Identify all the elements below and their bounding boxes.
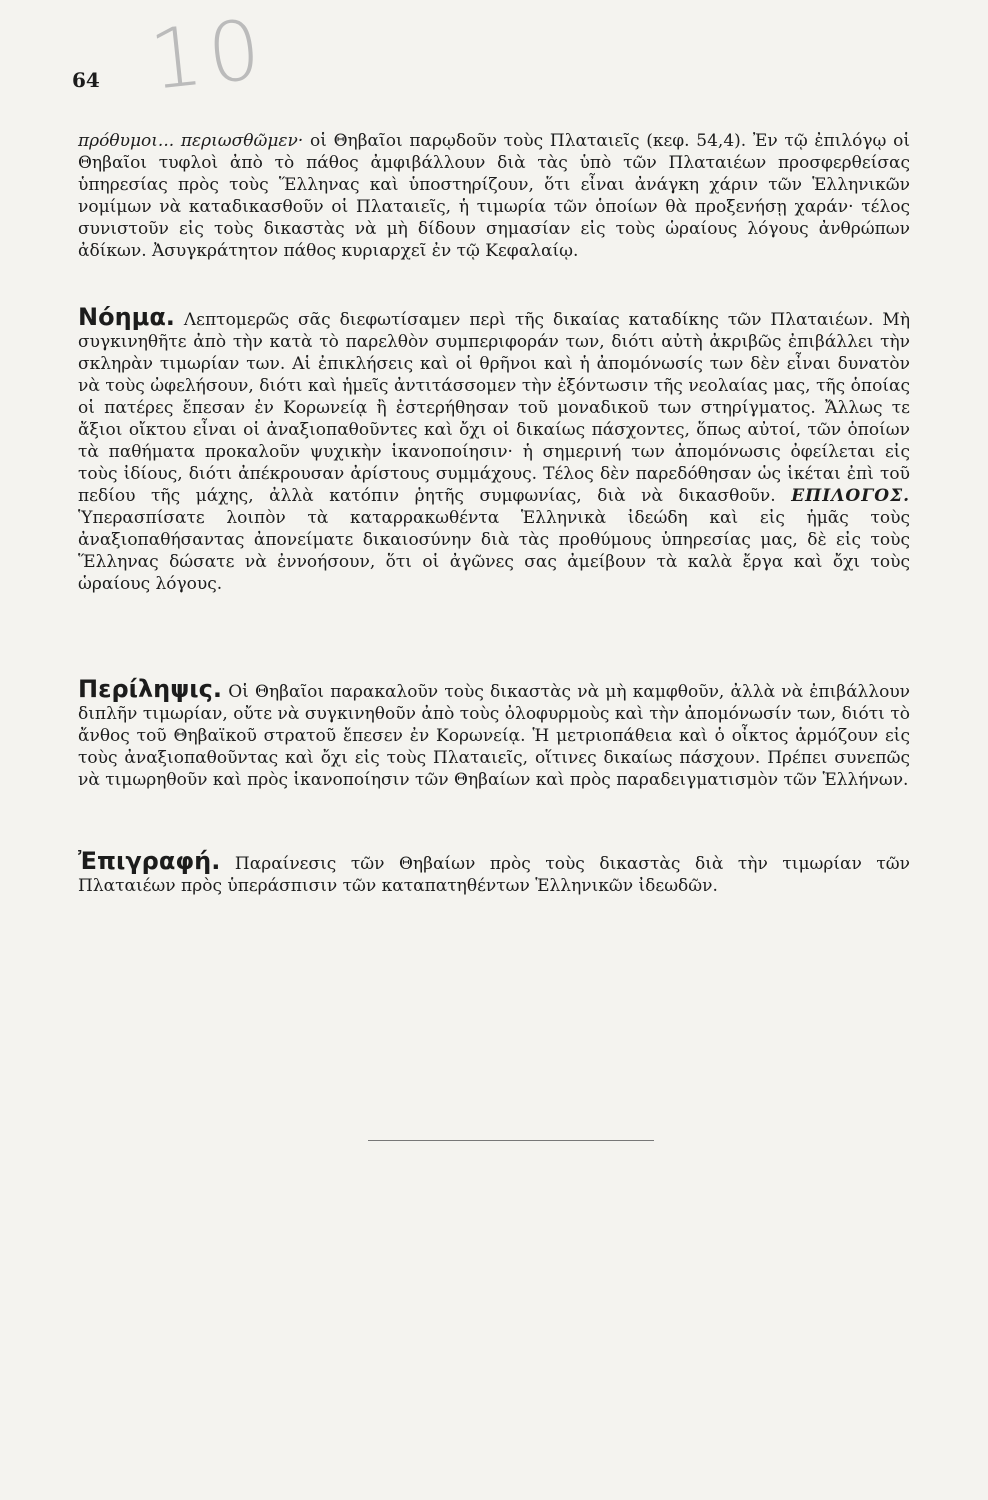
noima-body-1: Λεπτομερῶς σᾶς διεφωτίσαμεν περὶ τῆς δικαίας καταδίκης τῶν Πλαταιέων. Μὴ συγκινηθῆτε ἀπὸ τὴν κατὰ τὸ παρελθὸν συμπεριφοράν των, διότι αὐτὴ ἀκριβῶς ἐπιβάλλει τὴν σκληρὰν τιμωρίαν των. Αἱ ἐπικλήσεις καὶ οἱ θρῆνοι καὶ ἡ ἀπομόνωσίς των δὲν εἶναι δυνατὸν νὰ τοὺς ὠφελήσουν, διότι καὶ ἡμεῖς ἀντιτάσσομεν τὴν ἐξόντωσιν τῆς νεολαίας μας, τῆς ὁποίας οἱ πατέρες ἔπεσαν ἐν Κορωνείᾳ ἢ ἐστερήθησαν τοῦ μοναδικοῦ των στηρίγματος. Ἄλλως τε ἄξιοι οἴκτου εἶναι οἱ ἀναξιοπαθοῦντες καὶ ὄχι οἱ δικαίως πάσχοντες, ὅπως αὐτοί, τῶν ὁποίων τὰ παθήματα προκαλοῦν ψυχικὴν ἱκανοποίησιν· ἡ σημερινή των ἀπομόνωσις ὀφείλεται εἰς τοὺς ἰδίους, διότι ἀπέκρουσαν ἀρίστους συμμάχους. Τέλος δὲν παρεδόθησαν ὡς ἱκέται ἐπὶ τοῦ πεδίου τῆς μάχης, ἀλλὰ κατόπιν ῥητῆς συμφωνίας, διὰ νὰ δικασθοῦν. [78,310,911,506]
lemma-commentary: οἱ Θηβαῖοι παρῳδοῦν τοὺς Πλαταιεῖς (κεφ. 54,4). Ἐν τῷ ἐπιλόγῳ οἱ Θηβαῖοι τυφλοὶ ἀπὸ τὸ πάθος ἀμφιβάλλουν διὰ τὰς ὑπὸ τῶν Πλαταιέων προσφερθείσας ὑπηρεσίας πρὸς τοὺς Ἕλληνας καὶ ὑποστηρίζουν, ὅτι εἶναι ἀνάγκη χάριν τῶν Ἑλληνικῶν νομίμων νὰ καταδικασθοῦν οἱ Πλαταιεῖς, ἡ τιμωρία τῶν ὁποίων θὰ προξενήσῃ χαράν· τέλος συνιστοῦν εἰς τοὺς δικαστὰς νὰ μὴ δίδουν σημασίαν εἰς τοὺς ὡραίους λόγους ἀνθρώπων ἀδίκων. Ἀσυγκράτητον πάθος κυριαρχεῖ ἐν τῷ Κεφαλαίῳ. [78,131,911,261]
commentary-text [78,130,910,262]
perilipsis-section [78,675,911,791]
epigrafi-text [78,847,910,897]
epilogos-label: ΕΠΙΛΟΓΟΣ. [791,486,911,506]
noima-section [78,303,911,595]
epigrafi-body: Παραίνεσις τῶν Θηβαίων πρὸς τοὺς δικαστὰς διὰ τὴν τιμωρίαν τῶν Πλαταιέων πρὸς ὑπεράσπισιν τῶν καταπατηθέντων Ἑλληνικῶν ἰδεωδῶν. [78,854,910,896]
perilipsis-text [78,675,911,791]
noima-body-2: Ὑπερασπίσατε λοιπὸν τὰ καταρρακωθέντα Ἑλληνικὰ ἰδεώδη καὶ εἰς ἡμᾶς τοὺς ἀναξιοπαθήσαντας ἀπονείματε δικαιοσύνην διὰ τὰς προθύμους ὑπηρεσίας μας, δὲ εἰς τοὺς Ἕλληνας δώσατε νὰ ἐννοήσουν, ὅτι οἱ ἀγῶνες σας ἀμείβουν τὰ καλὰ ἔργα καὶ ὄχι τοὺς ὡραίους λόγους. [78,508,910,594]
page-number: 64 [72,68,100,92]
noima-text [78,303,911,595]
perilipsis-heading: Περίληψις. [78,675,222,703]
epigrafi-heading: Ἐπιγραφή. [78,847,221,875]
lemma: πρόθυμοι... περιωσθῶμεν· [78,131,304,151]
handwritten-page-note: 10 [145,2,271,109]
perilipsis-body: Οἱ Θηβαῖοι παρακαλοῦν τοὺς δικαστὰς νὰ μὴ καμφθοῦν, ἀλλὰ νὰ ἐπιβάλλουν διπλῆν τιμωρίαν, οὔτε νὰ συγκινηθοῦν ἀπὸ τοὺς ὀλοφυρμοὺς καὶ τὴν ἀπομόνωσίν των, διότι τὸ ἄνθος τοῦ Θηβαϊκοῦ στρατοῦ ἔπεσεν ἐν Κορωνείᾳ. Ἡ μετριοπάθεια καὶ ὁ οἶκτος ἁρμόζουν εἰς τοὺς ἀναξιοπαθοῦντας καὶ ὄχι εἰς τοὺς Πλαταιεῖς, οἵτινες δικαίως πάσχουν. Πρέπει συνεπῶς νὰ τιμωρηθοῦν καὶ πρὸς ἱκανοποίησιν τῶν Θηβαίων καὶ πρὸς παραδειγματισμὸν τῶν Ἑλλήνων. [78,682,911,790]
noima-heading: Νόημα. [78,303,175,331]
epigrafi-section [78,847,910,897]
end-rule [368,1140,654,1141]
commentary-paragraph [78,130,910,262]
